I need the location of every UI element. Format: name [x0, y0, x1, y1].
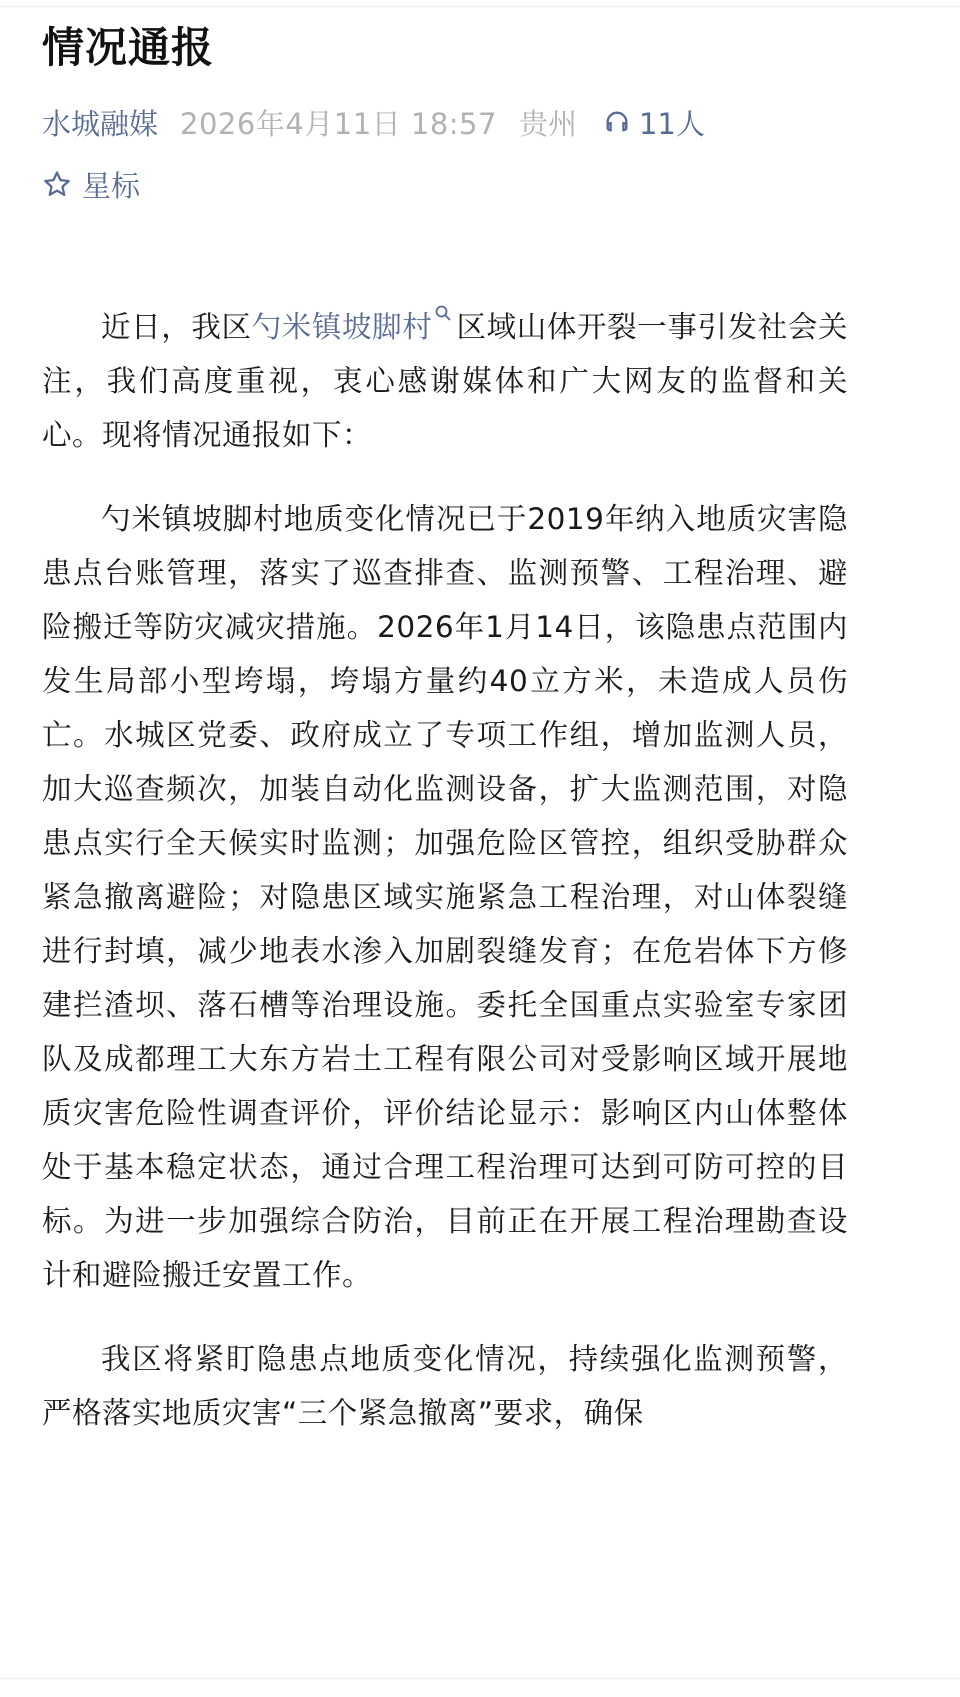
article-title: 情况通报 [42, 23, 215, 72]
listen-button[interactable] [603, 102, 705, 143]
star-outline-icon [42, 169, 72, 199]
listen-count: 11人 [638, 106, 705, 141]
article-meta [42, 102, 705, 142]
place-search-link[interactable]: 勺米镇坡脚村 [251, 310, 433, 344]
top-divider [0, 6, 960, 7]
headphones-icon [603, 108, 631, 136]
paragraph-1-rest: 区域山体开裂一事引发社会关注，我们高度重视，衷心感谢媒体和广大网友的监督和关心。现将情况通报如下： [42, 310, 848, 452]
bottom-divider [0, 1678, 960, 1679]
paragraph-1-lead: 近日，我区 [101, 310, 252, 344]
paragraph-3: 我区将紧盯隐患点地质变化情况，持续强化监测预警，严格落实地质灾害“三个紧急撤离”要求，确保 [42, 1342, 848, 1430]
publish-datetime: 2026年4月11日 18:57 [180, 106, 497, 141]
paragraph-1 [42, 300, 848, 462]
paragraph-2: 勺米镇坡脚村地质变化情况已于2019年纳入地质灾害隐患点台账管理，落实了巡查排查、监测预警、工程治理、避险搬迁等防灾减灾措施。2026年1月14日，该隐患点范围内发生局部小型垮塌，垮塌方量约40立方米，未造成人员伤亡。水城区党委、政府成立了专项工作组，增加监测人员，加大巡查频次，加装自动化监测设备，扩大监测范围，对隐患点实行全天候实时监测；加强危险区管控，组织受胁群众紧急撤离避险；对隐患区域实施紧急工程治理，对山体裂缝进行封填，减少地表水渗入加剧裂缝发育；在危岩体下方修建拦渣坝、落石槽等治理设施。委托全国重点实验室专家团队及成都理工大东方岩土工程有限公司对受影响区域开展地质灾害危险性调查评价，评价结论显示：影响区内山体整体处于基本稳定状态，通过合理工程治理可达到可防可控的目标。为进一步加强综合防治，目前正在开展工程治理勘查设计和避险搬迁安置工作。 [42, 502, 848, 1292]
star-label: 星标 [82, 168, 141, 203]
star-button[interactable] [42, 164, 140, 204]
publish-location: 贵州 [518, 106, 577, 141]
article-body [42, 300, 848, 1470]
search-icon[interactable] [434, 304, 452, 322]
account-name-link[interactable]: 水城融媒 [42, 106, 159, 141]
